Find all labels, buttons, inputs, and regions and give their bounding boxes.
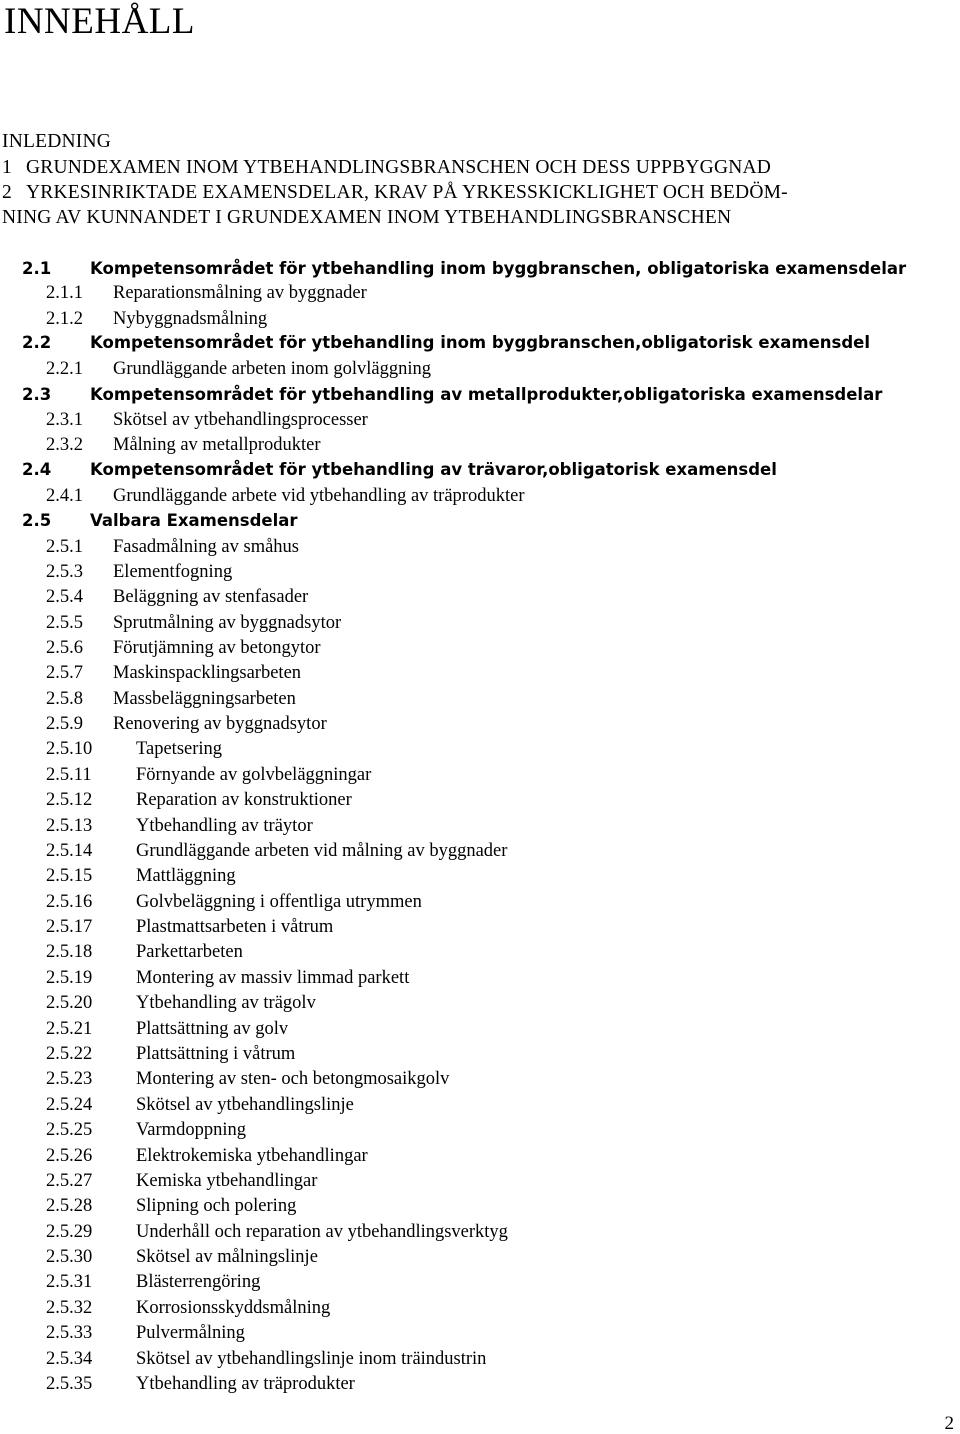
toc-entry-text: NING AV KUNNANDET I GRUNDEXAMEN INOM YTBEHANDLINGSBRANSCHEN xyxy=(2,207,732,228)
toc-entry-text: Grundläggande arbeten vid målning av byggnader xyxy=(136,841,508,861)
toc-entry-number: 2.5.29 xyxy=(46,1222,93,1242)
page-number: 2 xyxy=(944,1413,954,1434)
toc-entry-text: Slipning och polering xyxy=(136,1196,297,1216)
toc-entry-number: 2.5.4 xyxy=(46,587,83,607)
toc-entry-number: 2.5.3 xyxy=(46,562,83,582)
toc-subsection[interactable] xyxy=(46,1373,355,1395)
toc-entry-number: 2.5.9 xyxy=(46,714,83,734)
toc-entry-number: 2.5.27 xyxy=(46,1171,93,1191)
toc-section-2-3[interactable] xyxy=(22,384,882,406)
toc-subsection[interactable] xyxy=(46,1043,295,1065)
toc-entry-number: 2.4 xyxy=(22,460,52,479)
toc-entry-number: 2.5.23 xyxy=(46,1069,93,1089)
toc-entry-text: Mattläggning xyxy=(136,866,236,886)
toc-entry-number: 2.5.35 xyxy=(46,1374,93,1394)
toc-subsection[interactable] xyxy=(46,1119,246,1141)
toc-entry-text: Skötsel av ytbehandlingslinje xyxy=(136,1095,354,1115)
toc-entry-number: 2.3.2 xyxy=(46,435,83,455)
toc-entry-text: Kompetensområdet för ytbehandling av metallprodukter,obligatoriska examensdelar xyxy=(90,385,883,404)
toc-entry-number: 2.5.32 xyxy=(46,1298,93,1318)
toc-entry-text: Förnyande av golvbeläggningar xyxy=(136,765,372,785)
toc-subsection[interactable] xyxy=(46,536,299,558)
toc-entry-text: Sprutmålning av byggnadsytor xyxy=(113,613,342,633)
toc-subsection[interactable] xyxy=(46,789,352,811)
toc-entry-text: Nybyggnadsmålning xyxy=(113,309,268,329)
toc-entry-text: Massbeläggningsarbeten xyxy=(113,689,296,709)
toc-subsection[interactable] xyxy=(46,764,371,786)
page-title: INNEHÅLL xyxy=(4,1,196,42)
toc-entry-text: Tapetsering xyxy=(136,739,223,759)
toc-entry-text: Ytbehandling av trägolv xyxy=(136,993,316,1013)
toc-subsection[interactable] xyxy=(46,1094,354,1116)
toc-entry-number: 2.5.28 xyxy=(46,1196,93,1216)
toc-entry-text: Kompetensområdet för ytbehandling inom byggbranschen, obligatoriska examensdelar xyxy=(90,259,907,278)
toc-entry-number: 2.5.17 xyxy=(46,917,93,937)
toc-entry-number: 2.5.24 xyxy=(46,1095,93,1115)
toc-entry-number: 2.5.10 xyxy=(46,739,93,759)
toc-subsection[interactable] xyxy=(46,738,222,760)
toc-entry-number: 2.5.12 xyxy=(46,790,93,810)
toc-section-2-2[interactable] xyxy=(22,332,870,354)
toc-entry-number: 2.4.1 xyxy=(46,486,83,506)
toc-entry-text: Montering av massiv limmad parkett xyxy=(136,968,410,988)
toc-entry-text: Golvbeläggning i offentliga utrymmen xyxy=(136,892,422,912)
toc-section-2-1[interactable] xyxy=(22,258,906,280)
toc-subsection[interactable] xyxy=(46,1170,317,1192)
toc-subsection[interactable] xyxy=(46,1018,288,1040)
toc-subsection[interactable] xyxy=(46,916,333,938)
toc-entry-text: Skötsel av målningslinje xyxy=(136,1247,318,1267)
toc-subsection[interactable] xyxy=(46,688,296,710)
toc-entry-number: 2.2.1 xyxy=(46,359,83,379)
toc-entry-text: INLEDNING xyxy=(2,131,112,152)
toc-subsection[interactable] xyxy=(46,409,368,431)
toc-entry-text: YRKESINRIKTADE EXAMENSDELAR, KRAV PÅ YRKESSKICKLIGHET OCH BEDÖM- xyxy=(26,182,788,203)
toc-subsection[interactable] xyxy=(46,308,267,330)
toc-subsection[interactable] xyxy=(46,1145,368,1167)
toc-subsection[interactable] xyxy=(46,941,243,963)
toc-subsection[interactable] xyxy=(46,561,232,583)
toc-subsection[interactable] xyxy=(46,967,409,989)
toc-entry-number: 2.5.5 xyxy=(46,613,83,633)
toc-entry-number: 2.5.33 xyxy=(46,1323,93,1343)
toc-subsection[interactable] xyxy=(46,1221,508,1243)
toc-entry-number: 2.5.20 xyxy=(46,993,93,1013)
toc-subsection[interactable] xyxy=(46,815,313,837)
toc-entry-1[interactable] xyxy=(2,156,771,180)
toc-entry-text: Blästerrengöring xyxy=(136,1272,261,1292)
toc-entry-text: Kemiska ytbehandlingar xyxy=(136,1171,318,1191)
toc-entry-text: Fasadmålning av småhus xyxy=(113,537,300,557)
toc-entry-text: Kompetensområdet för ytbehandling av trävaror,obligatorisk examensdel xyxy=(90,460,777,479)
toc-subsection[interactable] xyxy=(46,1246,318,1268)
toc-entry-text: Varmdoppning xyxy=(136,1120,246,1140)
toc-entry-number: 2.5.25 xyxy=(46,1120,93,1140)
toc-subsection[interactable] xyxy=(46,1195,296,1217)
toc-entry-number: 2.5.8 xyxy=(46,689,83,709)
toc-entry-text: Plattsättning av golv xyxy=(136,1019,289,1039)
toc-entry-number: 1 xyxy=(2,157,12,178)
toc-entry-2[interactable] xyxy=(2,181,788,205)
toc-subsection[interactable] xyxy=(46,1348,486,1370)
toc-entry-number: 2.5.26 xyxy=(46,1146,93,1166)
toc-entry-number: 2.5.19 xyxy=(46,968,93,988)
toc-subsection[interactable] xyxy=(46,840,507,862)
toc-entry-number: 2.1.2 xyxy=(46,309,83,329)
toc-entry-number: 2.5.18 xyxy=(46,942,93,962)
toc-entry-number: 2.5.15 xyxy=(46,866,93,886)
toc-entry-text: Målning av metallprodukter xyxy=(113,435,321,455)
toc-entry-number: 2.2 xyxy=(22,333,52,352)
toc-entry-number: 2.5.30 xyxy=(46,1247,93,1267)
toc-entry-text: Reparationsmålning av byggnader xyxy=(113,283,367,303)
toc-entry-number: 2.5.34 xyxy=(46,1349,93,1369)
toc-subsection[interactable] xyxy=(46,637,321,659)
toc-entry-text: Plastmattsarbeten i våtrum xyxy=(136,917,334,937)
toc-subsection[interactable] xyxy=(46,282,367,304)
toc-subsection[interactable] xyxy=(46,1068,449,1090)
toc-entry-text: Renovering av byggnadsytor xyxy=(113,714,327,734)
toc-section-2-4[interactable] xyxy=(22,459,777,481)
toc-entry-number: 2.5.22 xyxy=(46,1044,93,1064)
toc-entry-number: 2.5.11 xyxy=(46,765,92,785)
toc-subsection[interactable] xyxy=(46,612,341,634)
toc-subsection[interactable] xyxy=(46,485,524,507)
toc-entry-number: 2.3 xyxy=(22,385,52,404)
toc-entry-text: GRUNDEXAMEN INOM YTBEHANDLINGSBRANSCHEN OCH DESS UPPBYGGNAD xyxy=(26,157,772,178)
toc-subsection[interactable] xyxy=(46,891,422,913)
toc-entry-text: Korrosionsskyddsmålning xyxy=(136,1298,331,1318)
toc-entry-number: 2.5.14 xyxy=(46,841,93,861)
toc-section-2-5[interactable] xyxy=(22,510,298,532)
toc-entry-text: Grundläggande arbeten inom golvläggning xyxy=(113,359,432,379)
toc-subsection[interactable] xyxy=(46,586,308,608)
toc-subsection[interactable] xyxy=(46,992,316,1014)
toc-entry-number: 2.5.1 xyxy=(46,537,83,557)
toc-entry-number: 2.5.21 xyxy=(46,1019,93,1039)
toc-entry-2-continuation[interactable] xyxy=(2,206,731,230)
toc-entry-text: Kompetensområdet för ytbehandling inom byggbranschen,obligatorisk examensdel xyxy=(90,333,870,352)
toc-entry-text: Plattsättning i våtrum xyxy=(136,1044,296,1064)
toc-entry-number: 2.5 xyxy=(22,511,52,530)
toc-entry-text: Grundläggande arbete vid ytbehandling av träprodukter xyxy=(113,486,525,506)
toc-entry-number: 2.3.1 xyxy=(46,410,83,430)
toc-subsection[interactable] xyxy=(46,713,327,735)
toc-entry-inledning[interactable] xyxy=(2,130,111,154)
toc-entry-text: Pulvermålning xyxy=(136,1323,245,1343)
toc-entry-text: Maskinspacklingsarbeten xyxy=(113,663,302,683)
toc-entry-text: Valbara Examensdelar xyxy=(90,511,298,530)
toc-entry-number: 2.5.13 xyxy=(46,816,93,836)
toc-subsection[interactable] xyxy=(46,1271,260,1293)
toc-entry-text: Underhåll och reparation av ytbehandlingsverktyg xyxy=(136,1222,508,1242)
toc-entry-text: Parkettarbeten xyxy=(136,942,243,962)
toc-subsection[interactable] xyxy=(46,662,301,684)
toc-entry-number: 2.5.16 xyxy=(46,892,93,912)
toc-entry-number: 2.1 xyxy=(22,259,52,278)
toc-entry-number: 2.5.7 xyxy=(46,663,83,683)
toc-entry-text: Reparation av konstruktioner xyxy=(136,790,352,810)
toc-entry-text: Elementfogning xyxy=(113,562,233,582)
toc-subsection[interactable] xyxy=(46,434,321,456)
toc-entry-number: 2.5.6 xyxy=(46,638,83,658)
toc-subsection[interactable] xyxy=(46,1322,245,1344)
toc-entry-text: Montering av sten- och betongmosaikgolv xyxy=(136,1069,450,1089)
toc-entry-text: Skötsel av ytbehandlingsprocesser xyxy=(113,410,368,430)
toc-subsection[interactable] xyxy=(46,1297,330,1319)
toc-entry-text: Ytbehandling av träprodukter xyxy=(136,1374,355,1394)
toc-entry-text: Ytbehandling av träytor xyxy=(136,816,313,836)
toc-entry-number: 2 xyxy=(2,182,12,203)
toc-entry-text: Elektrokemiska ytbehandlingar xyxy=(136,1146,368,1166)
toc-entry-text: Skötsel av ytbehandlingslinje inom träindustrin xyxy=(136,1349,487,1369)
toc-entry-number: 2.1.1 xyxy=(46,283,83,303)
toc-entry-number: 2.5.31 xyxy=(46,1272,93,1292)
toc-subsection[interactable] xyxy=(46,865,236,887)
toc-entry-text: Beläggning av stenfasader xyxy=(113,587,309,607)
toc-subsection[interactable] xyxy=(46,358,431,380)
toc-entry-text: Förutjämning av betongytor xyxy=(113,638,321,658)
